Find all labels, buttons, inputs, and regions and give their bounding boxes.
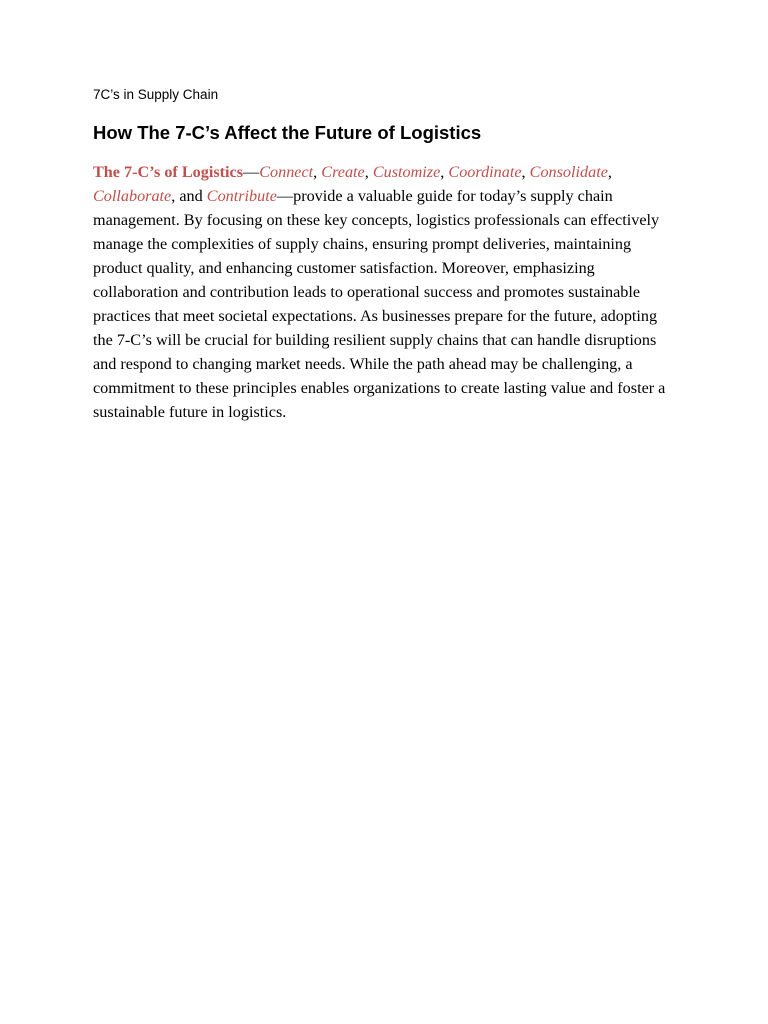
term-customize: Customize	[372, 163, 441, 181]
separator: ,	[607, 163, 612, 181]
document-header: 7C’s in Supply Chain	[93, 87, 219, 102]
separator: ,	[313, 163, 322, 181]
term-connect: Connect	[259, 163, 314, 181]
em-dash: —	[243, 163, 260, 181]
separator: ,	[521, 163, 530, 181]
term-create: Create	[321, 163, 365, 181]
term-coordinate: Coordinate	[448, 163, 522, 181]
body-paragraph	[93, 160, 673, 424]
separator: ,	[440, 163, 449, 181]
separator-and: , and	[171, 187, 207, 205]
separator: ,	[364, 163, 373, 181]
paragraph-lead: The 7-C’s of Logistics	[93, 163, 244, 181]
term-contribute: Contribute	[206, 187, 277, 205]
term-consolidate: Consolidate	[529, 163, 608, 181]
paragraph-body: —provide a valuable guide for today’s supply chain management. By focusing on these key concepts, logistics professionals can effectively manage the complexities of supply chains, ensuring prompt deliveries, maintaining product quality, and enhancing customer satisfaction. Moreover, emphasizing collaboration and contribution leads to operational success and promotes sustainable practices that meet societal expectations. As businesses prepare for the future, adopting the 7-C’s will be crucial for building resilient supply chains that can handle disruptions and respond to changing market needs. While the path ahead may be challenging, a commitment to these principles enables organizations to create lasting value and foster a sustainable future in logistics.	[93, 187, 666, 421]
term-collaborate: Collaborate	[93, 187, 172, 205]
document-title: How The 7-C’s Affect the Future of Logistics	[93, 122, 482, 143]
